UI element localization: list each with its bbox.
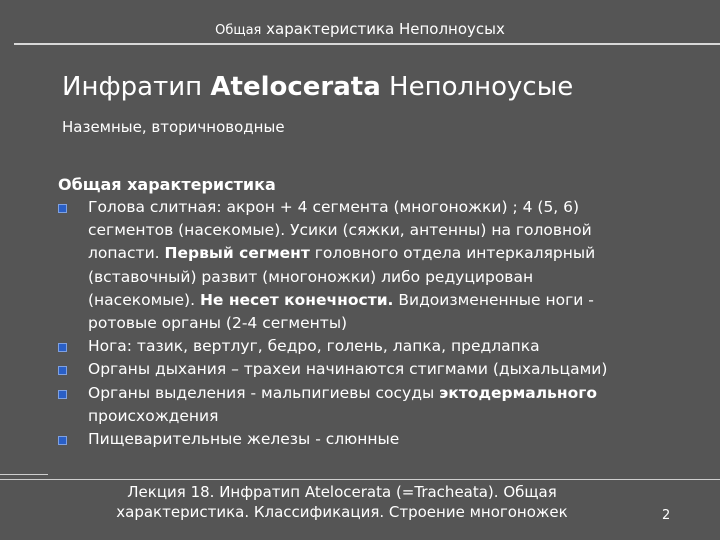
slide-subtitle: Наземные, вторичноводные [62,118,285,136]
header-title-small: Общая [215,23,262,38]
bullet-segment: Органы выделения - мальпигиевы сосуды [88,383,440,402]
bullet-list [58,196,628,451]
bullet-square-icon [58,366,67,375]
footer-divider [0,479,720,480]
bullet-square-icon [58,204,67,213]
bullet-square-icon [58,436,67,445]
bullet-segment: Органы дыхания – трахеи начинаются стигмами (дыхальцами) [88,360,608,379]
bullet-segment: Пищеварительные железы - слюнные [88,430,400,449]
bullet-text [88,337,540,355]
header-title-rest: характеристика Неполноусых [261,20,505,38]
bullet-text [88,430,399,448]
bullet-item [58,358,628,381]
bullet-text [88,360,607,378]
bullet-text [88,198,595,332]
bullet-segment: Нога: тазик, вертлуг, бедро, голень, лапка, предлапка [88,337,540,356]
title-bold-taxon: Atelocerata [210,72,381,102]
bullet-square-icon [58,390,67,399]
bullet-segment: происхождения [88,406,219,425]
bullet-bold-segment: эктодермального [439,383,597,402]
bullet-segment: головного отдела интеркалярный (вставочный) развит (многоножки) либо редуцирован (насекомые). [88,244,596,309]
bullet-square-icon [58,343,67,352]
bullet-bold-segment: Не несет конечности. [199,290,394,309]
bullet-segment: Голова слитная: акрон + 4 сегмента (многоножки) ; 4 (5, 6) сегментов (насекомые). Усики (сяжки, антенны) на головной лопасти. [88,198,592,263]
bullet-item [58,428,628,451]
bullet-item [58,196,628,335]
slide-title [62,70,573,104]
bullet-text [88,384,597,425]
footer-divider-left [0,474,48,475]
title-part-1: Инфратип [62,72,211,102]
page-number: 2 [662,508,671,523]
bullet-item [58,382,628,428]
bullet-segment: Видоизмененные ноги - ротовые органы (2-4 сегменты) [88,290,594,333]
bullet-item [58,335,628,358]
title-part-2: Неполноусые [380,72,574,102]
section-heading: Общая характеристика [58,175,276,194]
footer-lecture-title: Лекция 18. Инфратип Atelocerata (=Tracheata). Общая характеристика. Классификация. Строение многоножек [116,483,568,521]
header-divider [14,43,720,45]
slide-header-title [0,20,720,40]
bullet-bold-segment: Первый сегмент [164,244,310,263]
